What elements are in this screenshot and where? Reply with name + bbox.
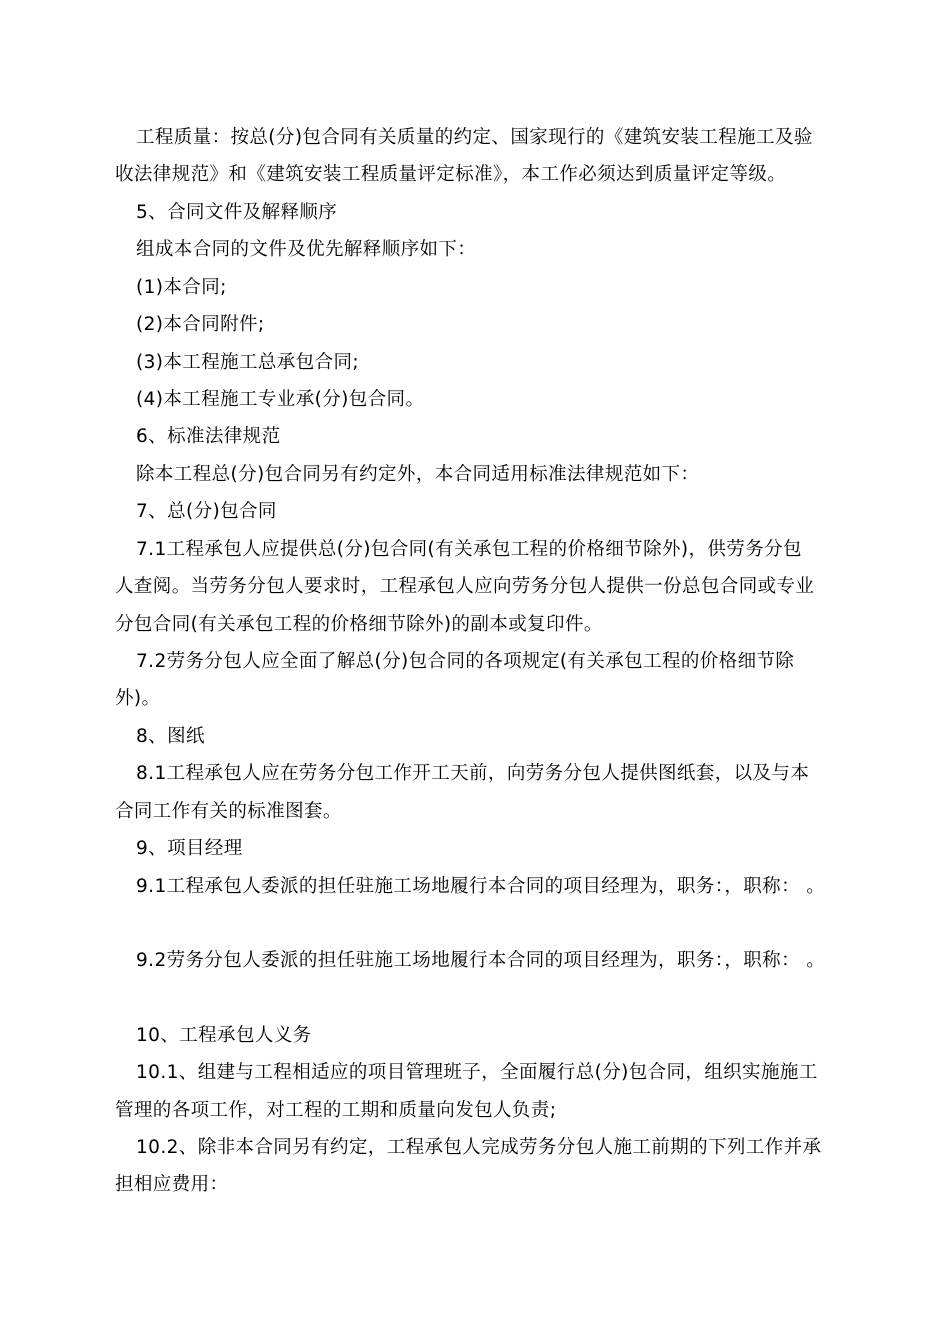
section-heading-5: 5、合同文件及解释顺序 bbox=[136, 202, 338, 223]
section-heading-10: 10、工程承包人义务 bbox=[136, 1025, 312, 1046]
section-heading-9: 9、项目经理 bbox=[136, 838, 243, 859]
clause-10-1-line-1: 10.1、组建与工程相适应的项目管理班子，全面履行总(分)包合同，组织实施施工 bbox=[136, 1062, 818, 1083]
list-item-2: (2)本合同附件; bbox=[136, 314, 265, 335]
clause-10-1-line-2: 管理的各项工作，对工程的工期和质量向发包人负责; bbox=[115, 1100, 557, 1121]
clause-10-2-line-2: 担相应费用： bbox=[115, 1174, 229, 1195]
list-item-1: (1)本合同; bbox=[136, 277, 227, 298]
paragraph-quality-line-1: 工程质量：按总(分)包合同有关质量的约定、国家现行的《建筑安装工程施工及验 bbox=[136, 127, 813, 148]
clause-7-2-line-1: 7.2劳务分包人应全面了解总(分)包合同的各项规定(有关承包工程的价格细节除 bbox=[136, 651, 795, 672]
clause-7-1-line-3: 分包合同(有关承包工程的价格细节除外)的副本或复印件。 bbox=[115, 614, 603, 635]
list-item-4: (4)本工程施工专业承(分)包合同。 bbox=[136, 389, 425, 410]
clause-9-2: 9.2劳务分包人委派的担任驻施工场地履行本合同的项目经理为，职务：，职称： 。 bbox=[136, 950, 826, 971]
clause-8-1-line-1: 8.1工程承包人应在劳务分包工作开工天前，向劳务分包人提供图纸套，以及与本 bbox=[136, 763, 810, 784]
clause-8-1-line-2: 合同工作有关的标准图套。 bbox=[115, 801, 342, 822]
section-heading-6: 6、标准法律规范 bbox=[136, 426, 281, 447]
clause-10-2-line-1: 10.2、除非本合同另有约定，工程承包人完成劳务分包人施工前期的下列工作并承 bbox=[136, 1137, 822, 1158]
paragraph-order-intro: 组成本合同的文件及优先解释顺序如下： bbox=[136, 239, 477, 260]
clause-9-1: 9.1工程承包人委派的担任驻施工场地履行本合同的项目经理为，职务：，职称： 。 bbox=[136, 876, 826, 897]
section-heading-8: 8、图纸 bbox=[136, 726, 205, 747]
paragraph-quality-line-2: 收法律规范》和《建筑安装工程质量评定标准》，本工作必须达到质量评定等级。 bbox=[115, 164, 787, 185]
clause-7-2-line-2: 外)。 bbox=[115, 688, 161, 709]
clause-7-1-line-2: 人查阅。当劳务分包人要求时，工程承包人应向劳务分包人提供一份总包合同或专业 bbox=[115, 576, 815, 597]
section-heading-7: 7、总(分)包合同 bbox=[136, 501, 277, 522]
list-item-3: (3)本工程施工总承包合同; bbox=[136, 352, 360, 373]
paragraph-standards: 除本工程总(分)包合同另有约定外，本合同适用标准法律规范如下： bbox=[136, 464, 700, 485]
clause-7-1-line-1: 7.1工程承包人应提供总(分)包合同(有关承包工程的价格细节除外)，供劳务分包 bbox=[136, 539, 802, 560]
